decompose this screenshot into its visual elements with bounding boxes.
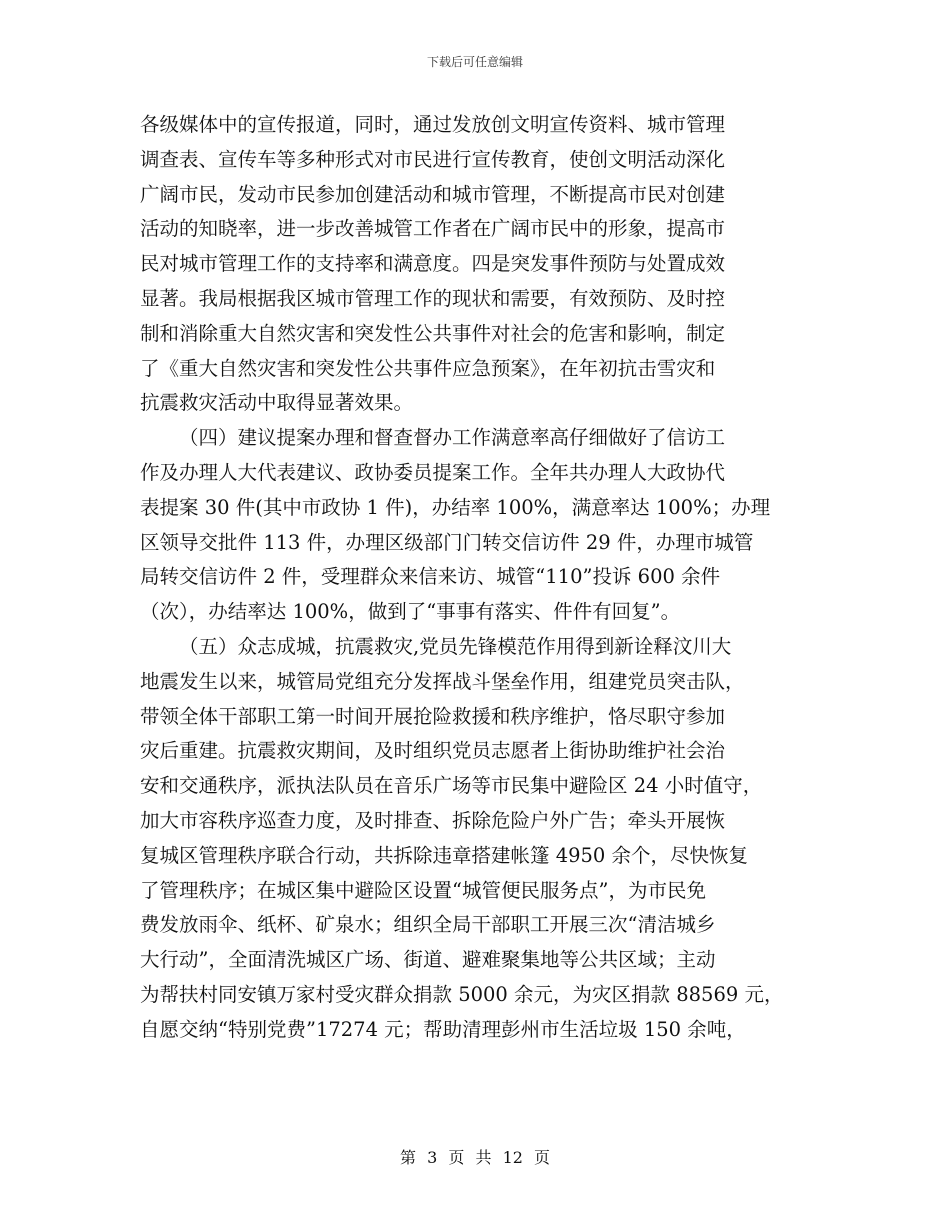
text-line: 了管理秩序；在城区集中避险区设置“城管便民服务点”，为市民免: [140, 878, 706, 902]
total-page-count: 12: [502, 1148, 523, 1167]
text-line: 自愿交纳“特别党费”17274 元；帮助清理彭州市生活垃圾 150 余吨，: [140, 1017, 746, 1041]
text-line: 制和消除重大自然灾害和突发性公共事件对社会的危害和影响，制定: [140, 321, 726, 345]
text-line: 复城区管理秩序联合行动，共拆除违章搭建帐篷 4950 余个，尽快恢复: [140, 843, 749, 867]
text-line: 作及办理人大代表建议、政协委员提案工作。全年共办理人大政协代: [140, 460, 726, 484]
current-page-number: 3: [427, 1148, 438, 1167]
text-line: 局转交信访件 2 件，受理群众来信来访、城管“110”投诉 600 余件: [140, 565, 721, 589]
page-label: 第: [399, 1148, 416, 1167]
text-line: 了《重大自然灾害和突发性公共事件应急预案》，在年初抗击雪灾和: [140, 356, 716, 380]
text-line: （次），办结率达 100%，做到了“事事有落实、件件有回复”。: [140, 600, 681, 624]
text-line: 抗震救灾活动中取得显著效果。: [140, 391, 414, 415]
text-line: 灾后重建。抗震救灾期间，及时组织党员志愿者上街协助维护社会治: [140, 739, 726, 763]
text-line: 为帮扶村同安镇万家村受灾群众捐款 5000 余元，为灾区捐款 88569 元，: [140, 982, 784, 1006]
text-line: 大行动”，全面清洗城区广场、街道、避难聚集地等公共区域；主动: [140, 948, 716, 972]
paragraph-first-line: （四）建议提案办理和督查督办工作满意率高仔细做好了信访工: [179, 426, 726, 450]
text-line: 显著。我局根据我区城市管理工作的现状和需要，有效预防、及时控: [140, 286, 726, 310]
text-line: 带领全体干部职工第一时间开展抢险救援和秩序维护，恪尽职守参加: [140, 704, 726, 728]
text-line: 调查表、宣传车等多种形式对市民进行宣传教育，使创文明活动深化: [140, 147, 726, 171]
text-line: 民对城市管理工作的支持率和满意度。四是突发事件预防与处置成效: [140, 252, 726, 276]
text-line: 费发放雨伞、纸杯、矿泉水；组织全局干部职工开展三次“清洁城乡: [140, 913, 716, 937]
text-line: 加大市容秩序巡查力度，及时排查、拆除危险户外广告；牵头开展恢: [140, 808, 726, 832]
page-unit: 页: [448, 1148, 465, 1167]
document-body: [140, 108, 816, 1048]
page-footer: [0, 1148, 950, 1168]
paragraph-first-line: （五）众志成城，抗震救灾,党员先锋模范作用得到新诠释汶川大: [179, 634, 732, 658]
text-line: 安和交通秩序，派执法队员在音乐广场等市民集中避险区 24 小时值守，: [140, 774, 763, 798]
text-line: 各级媒体中的宣传报道，同时，通过发放创文明宣传资料、城市管理: [140, 113, 726, 136]
text-line: 表提案 30 件(其中市政协 1 件)，办结率 100%，满意率达 100%；办理: [140, 495, 771, 519]
text-line: 区领导交批件 113 件，办理区级部门门转交信访件 29 件，办理市城管: [140, 530, 754, 554]
text-line: 活动的知晓率，进一步改善城管工作者在广阔市民中的形象，提高市: [140, 217, 726, 241]
text-line: 广阔市民，发动市民参加创建活动和城市管理，不断提高市民对创建: [140, 182, 726, 206]
total-label: 共: [475, 1148, 492, 1167]
text-line: 地震发生以来，城管局党组充分发挥战斗堡垒作用，组建党员突击队，: [140, 669, 745, 693]
page-header: 下载后可任意编辑: [426, 55, 523, 69]
total-unit: 页: [534, 1148, 551, 1167]
